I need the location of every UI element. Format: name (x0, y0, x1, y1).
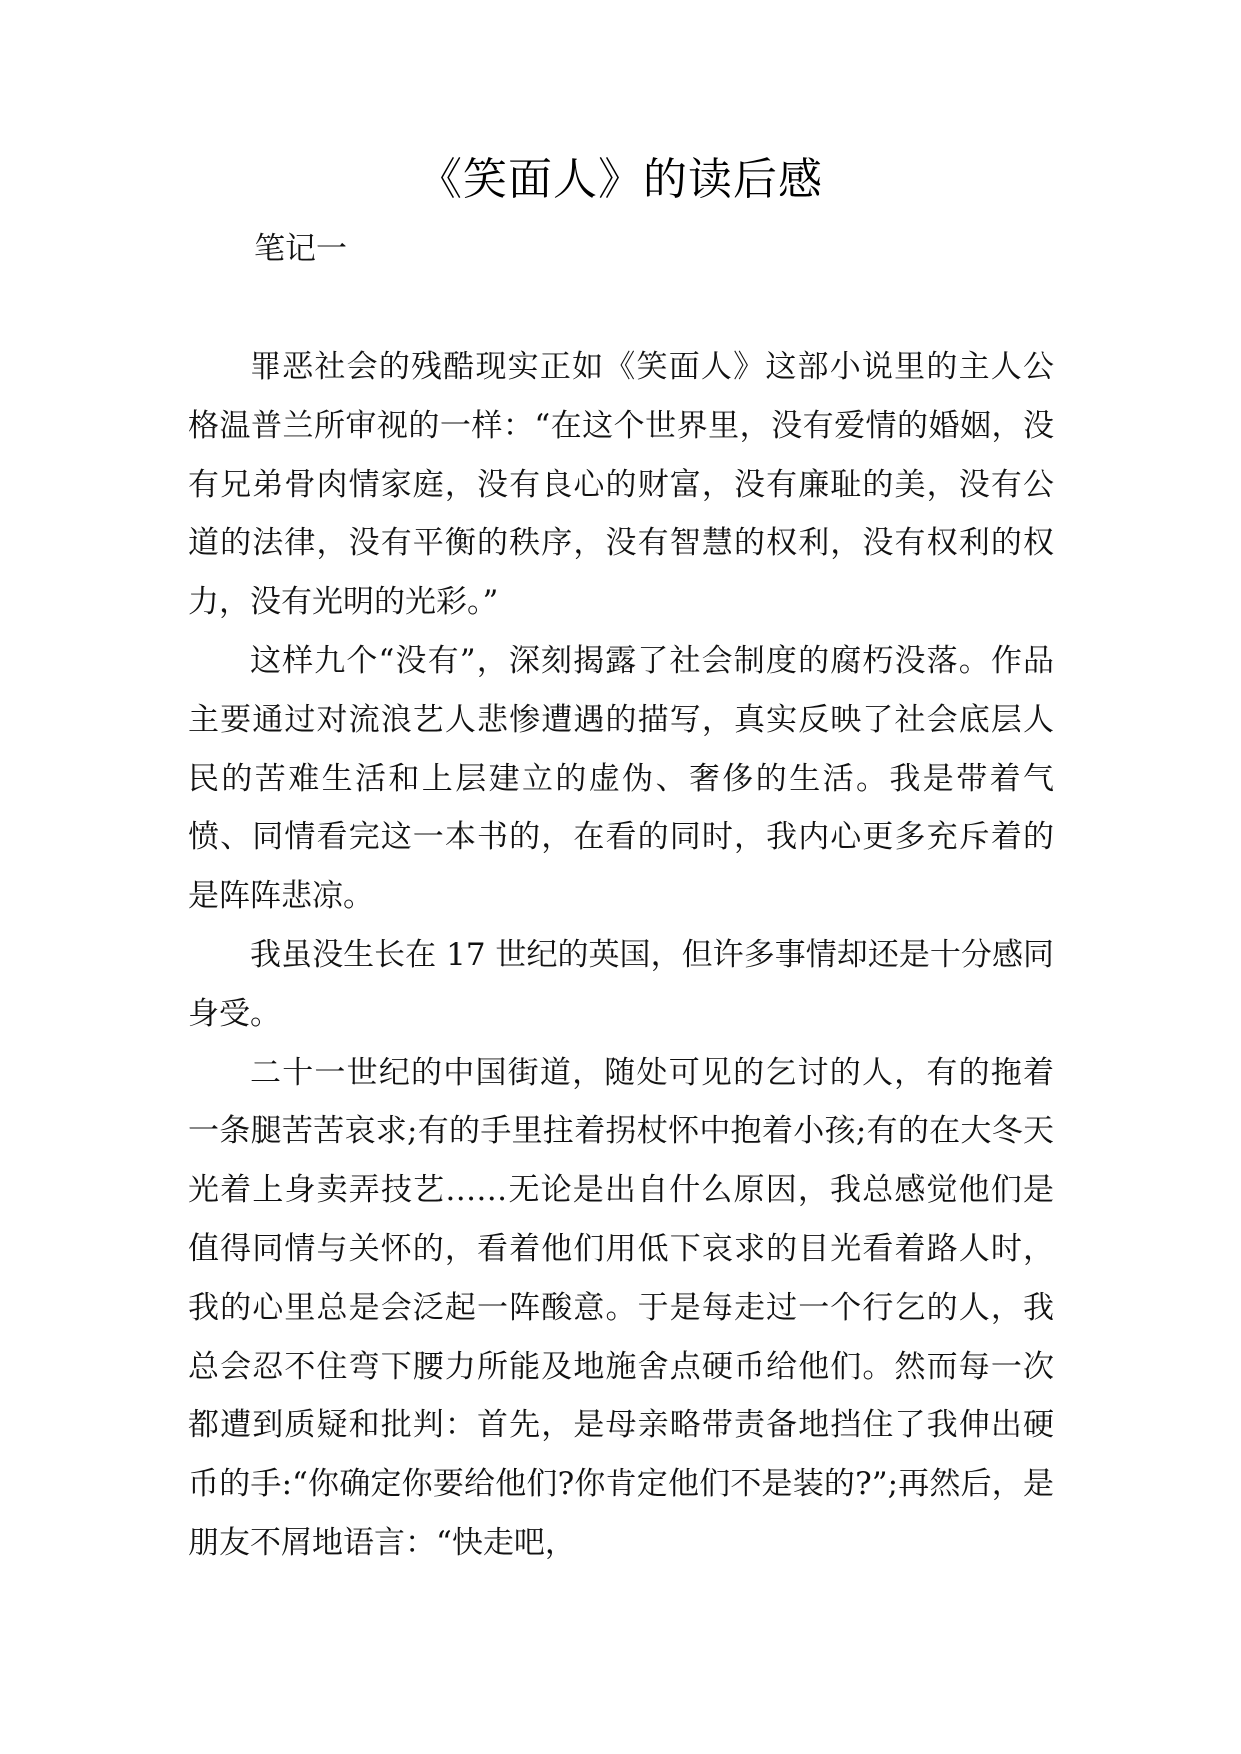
document-subtitle: 笔记一 (254, 231, 347, 267)
document-body (188, 338, 1054, 1573)
paragraph: 我虽没生长在 17 世纪的英国，但许多事情却还是十分感同身受。 (188, 936, 1054, 1032)
paragraph: 这样九个“没有”，深刻揭露了社会制度的腐朽没落。作品主要通过对流浪艺人悲惨遭遇的描写，真实反映了社会底层人民的苦难生活和上层建立的虚伪、奢侈的生活。我是带着气愤、同情看完这一本书的，在看的同时，我内心更多充斥着的是阵阵悲凉。 (188, 642, 1054, 915)
paragraph: 罪恶社会的残酷现实正如《笑面人》这部小说里的主人公格温普兰所审视的一样：“在这个世界里，没有爱情的婚姻，没有兄弟骨肉情家庭，没有良心的财富，没有廉耻的美，没有公道的法律，没有平衡的秩序，没有智慧的权利，没有权利的权力，没有光明的光彩。” (188, 349, 1054, 621)
paragraph: 二十一世纪的中国街道，随处可见的乞讨的人，有的拖着一条腿苦苦哀求;有的手里拄着拐杖怀中抱着小孩;有的在大冬天光着上身卖弄技艺……无论是出自什么原因，我总感觉他们是值得同情与关怀的，看着他们用低下哀求的目光看着路人时，我的心里总是会泛起一阵酸意。于是每走过一个行乞的人，我总会忍不住弯下腰力所能及地施舍点硬币给他们。然而每一次都遭到质疑和批判：首先，是母亲略带责备地挡住了我伸出硬币的手:“你确定你要给他们?你肯定他们不是装的?”;再然后，是朋友不屑地语言：“快走吧， (188, 1054, 1054, 1561)
document-title: 《笑面人》的读后感 (418, 154, 823, 205)
